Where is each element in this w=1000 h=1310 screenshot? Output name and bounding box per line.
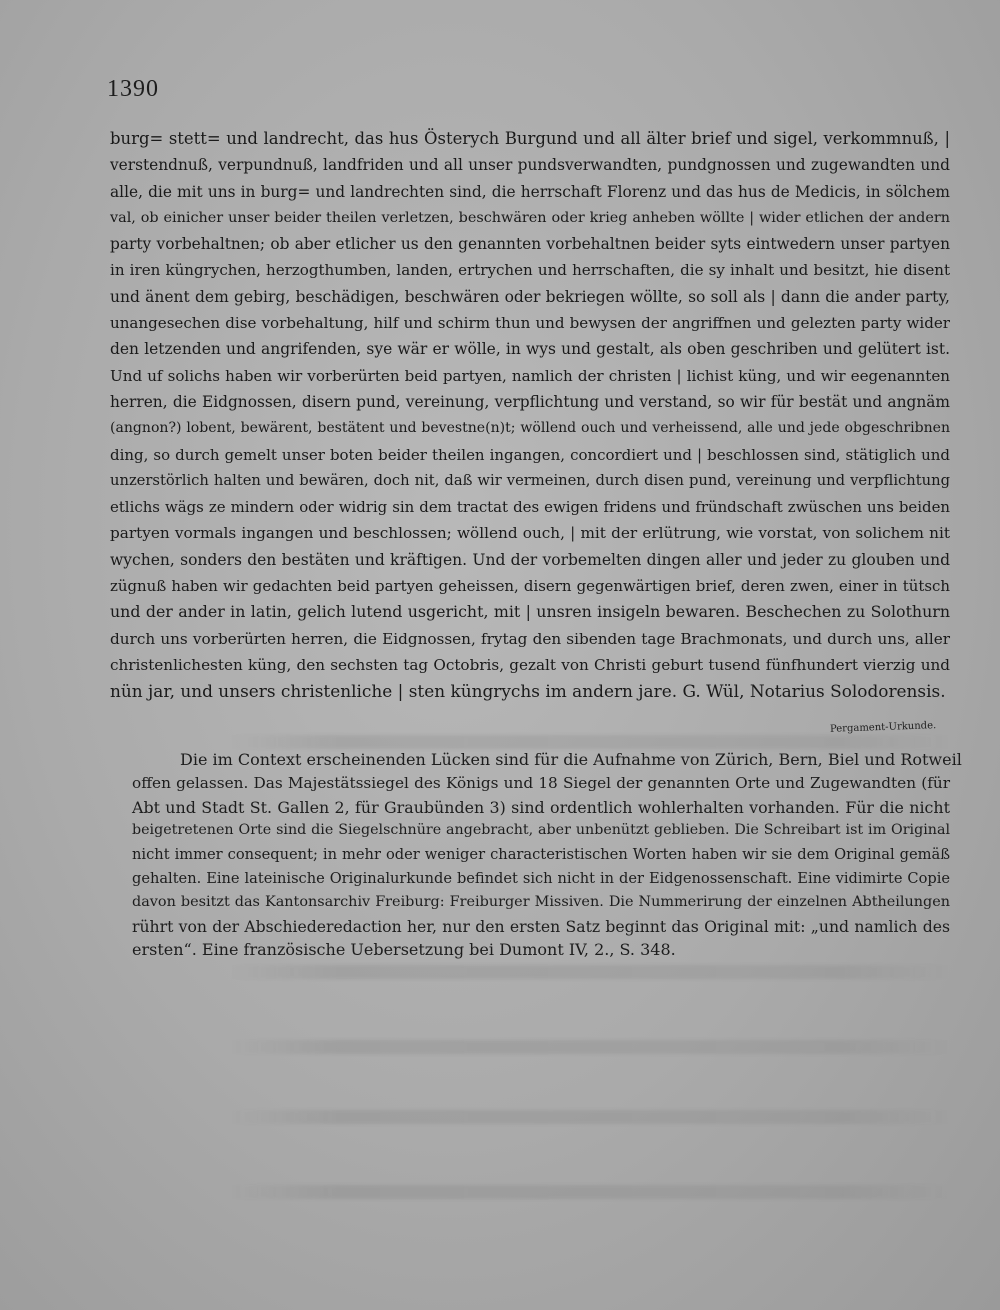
body-text-line: Und uf solichs haben wir vorberürten beid partyen, namlich der christen | lichist küng, und wir eegenannten (110, 366, 950, 385)
editorial-note (132, 748, 962, 962)
note-text-line: gehalten. Eine lateinische Originalurkunde befindet sich nicht in der Eidgenossenschaft. Eine vidimirte Copie (132, 869, 950, 887)
document-body (110, 126, 950, 705)
body-text-line: unzerstörlich halten und bewären, doch nit, daß wir vermeinen, durch disen pund, vereinung und verpflichtung (110, 471, 950, 489)
note-text-line: offen gelassen. Das Majestätssiegel des Königs und 18 Siegel der genannten Orte und Zugewandten (für (132, 773, 950, 792)
bleed-through-shadow (230, 1110, 950, 1124)
body-text-line: nün jar, und unsers christenliche | sten küngrychs im andern jare. G. Wül, Notarius Solodorensis. (110, 681, 946, 702)
bleed-through-shadow (230, 1185, 950, 1199)
bleed-through-shadow (230, 735, 950, 749)
note-text-line: Die im Context erscheinenden Lücken sind für die Aufnahme von Zürich, Bern, Biel und Rotweil (180, 750, 962, 769)
note-text-line: nicht immer consequent; in mehr oder weniger characteristischen Worten haben wir sie dem Original gemäß (132, 846, 950, 864)
body-text-line: party vorbehaltnen; ob aber etlicher us den genannten vorbehaltnen beider syts eintwedern unser partyen (110, 235, 950, 254)
body-text-line: unangesechen dise vorbehaltung, hilf und schirm thun und bewysen der angriffnen und gelezten party wider (110, 314, 950, 333)
body-text-line: alle, die mit uns in burg= und landrechten sind, die herrschaft Florenz und das hus de Medicis, in sölchem (110, 182, 950, 201)
bleed-through-shadow (230, 1040, 950, 1054)
body-text-line: in iren küngrychen, herzogthumben, landen, ertrychen und herrschaften, die sy inhalt und besitzt, hie disent (110, 261, 950, 280)
body-text-line: wychen, sonders den bestäten und kräftigen. Und der vorbemelten dingen aller und jeder zu glouben und (110, 550, 950, 569)
note-text-line: Abt und Stadt St. Gallen 2, für Graubünden 3) sind ordentlich wohlerhalten vorhanden. Für die nicht (132, 797, 950, 817)
body-text-line: zügnuß haben wir gedachten beid partyen geheissen, disern gegenwärtigen brief, deren zwen, einer in tütsch (110, 577, 950, 596)
body-text-line: burg= stett= und landrecht, das hus Österych Burgund und all älter brief und sigel, verkommnuß, | (110, 129, 950, 148)
body-text-line: partyen vormals ingangen und beschlossen; wöllend ouch, | mit der erlütrung, wie vorstat, von solichem nit (110, 524, 950, 543)
body-text-line: ding, so durch gemelt unser boten beider theilen ingangen, concordiert und | beschlossen sind, stätiglich und (110, 445, 950, 464)
note-text-line: beigetretenen Orte sind die Siegelschnüre angebracht, aber unbenützt geblieben. Die Schreibart ist im Original (132, 822, 950, 839)
body-text-line: und der ander in latin, gelich lutend usgericht, mit | unsren insigeln bewaren. Beschechen zu Solothurn (110, 602, 950, 622)
body-text-line: etlichs wägs ze mindern oder widrig sin dem tractat des ewigen fridens und fründschaft zwüschen uns beiden (110, 498, 950, 517)
body-text-line: durch uns vorberürten herren, die Eidgnossen, frytag den sibenden tage Brachmonats, und durch uns, aller (110, 629, 950, 648)
note-text-line: rührt von der Abschiederedaction her, nur den ersten Satz beginnt das Original mit: „und namlich des (132, 916, 950, 936)
body-text-line: und änent dem gebirg, beschädigen, beschwären oder bekriegen wöllte, so soll als | dann die ander party, (110, 287, 950, 306)
body-text-line: val, ob einicher unser beider theilen verletzen, beschwären oder krieg anheben wöllte | wider etlichen der andern (110, 209, 950, 226)
body-text-line: (angnon?) lobent, bewärent, bestätent und bevestne(n)t; wöllend ouch und verheissend, alle und jede obgeschribnen (110, 420, 950, 437)
body-text-line: den letzenden und angrifenden, sye wär er wölle, in wys und gestalt, als oben geschriben und gelütert ist. (110, 340, 950, 359)
note-text-line: ersten“. Eine französische Uebersetzung bei Dumont IV, 2., S. 348. (132, 940, 676, 960)
bleed-through-shadow (230, 965, 950, 979)
note-text-line: davon besitzt das Kantonsarchiv Freiburg: Freiburger Missiven. Die Nummerirung der einzelnen Abtheilungen (132, 893, 950, 910)
body-text-line: herren, die Eidgnossen, disern pund, vereinung, verpflichtung und verstand, so wir für bestät und angnäm (110, 392, 950, 411)
page-number: 1390 (107, 76, 159, 102)
body-text-line: christenlichesten küng, den sechsten tag Octobris, gezalt von Christi geburt tusend fünfhundert vierzig und (110, 655, 950, 674)
document-source-label: Pergament-Urkunde. (829, 720, 937, 735)
body-text-line: verstendnuß, verpundnuß, landfriden und all unser pundsverwandten, pundgnossen und zugewandten und (110, 156, 950, 175)
